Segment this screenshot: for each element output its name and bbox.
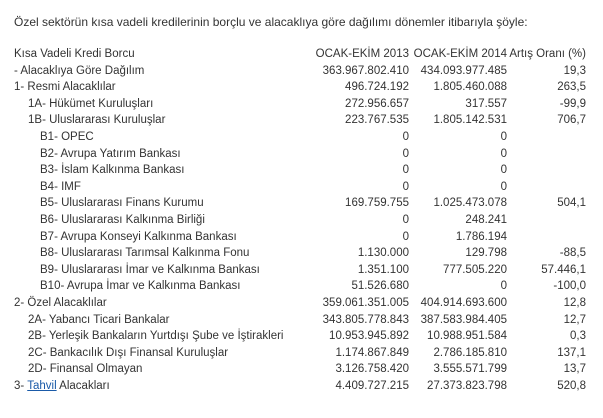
table-row [14,112,586,129]
column-header-2014: OCAK-EKİM 2014 [413,48,507,60]
value-2013: 1.174.867.849 [335,346,409,359]
value-2013: 0 [402,213,409,226]
rate-value: 706,7 [557,114,586,127]
row-label: 2D- Finansal Olmayan [28,363,143,376]
row-label: B9- Uluslararası İmar ve Kalkınma Bankası [40,263,260,276]
value-2013: 223.767.535 [345,114,409,127]
value-2014: 10.988.951.584 [427,330,507,343]
rate-value: 520,8 [557,379,586,392]
table-row [14,245,586,262]
value-2014: 1.025.473.078 [433,197,507,210]
row-label: 1- Resmi Alacaklılar [14,81,116,94]
table-row [14,129,586,146]
row-label: B3- İslam Kalkınma Bankası [40,164,185,177]
rate-value: 19,3 [563,64,586,77]
rate-value: 12,7 [563,313,586,326]
value-2014: 0 [500,180,507,193]
value-2013: 496.724.192 [345,81,409,94]
intro-paragraph: Özel sektörün kısa vadeli kredilerinin borçlu ve alacaklıya göre dağılımı dönemler itibarıyla şöyle: [14,15,528,29]
rate-value: 0,3 [570,330,586,343]
value-2014: 0 [500,280,507,293]
row-label [14,378,301,395]
rate-value: 12,8 [563,296,586,309]
table-row [14,328,586,345]
column-header-label: Kısa Vadeli Kredi Borcu [14,48,135,60]
table-header-row [14,46,586,63]
value-2013: 51.526.680 [351,280,409,293]
table-row [14,361,586,378]
tahvil-link[interactable]: Tahvil [27,379,57,392]
rate-value: 137,1 [557,346,586,359]
value-2013: 169.759.755 [345,197,409,210]
value-2013: 10.953.945.892 [329,330,409,343]
table-row [14,345,586,362]
row-label: B6- Uluslararası Kalkınma Birliği [40,213,205,226]
table-row [14,295,586,312]
rate-value [507,229,586,246]
value-2013: 363.967.802.410 [322,64,409,77]
table-row [14,146,586,163]
row-label: B2- Avrupa Yatırım Bankası [40,147,181,160]
row-label: B4- IMF [40,180,81,193]
rate-value [507,129,586,146]
value-2014: 129.798 [465,247,507,260]
rate-value: -100,0 [553,280,586,293]
value-2014: 317.557 [465,97,507,110]
table-row [14,179,586,196]
credit-table [14,46,586,394]
row-label-suffix: Alacakları [56,379,110,392]
rate-value: 57.446,1 [541,263,586,276]
table-row [14,79,586,96]
table-row [14,262,586,279]
row-label: B1- OPEC [40,130,94,143]
value-2014: 1.786.194 [455,230,507,243]
value-2013: 343.805.778.843 [322,313,409,326]
row-label: - Alacaklıya Göre Dağılım [14,64,145,77]
table-row [14,63,586,80]
table-row [14,229,586,246]
value-2013: 3.126.758.420 [335,363,409,376]
rate-value: 263,5 [557,81,586,94]
row-label: 2C- Bankacılık Dışı Finansal Kuruluşlar [28,346,229,359]
value-2013: 1.130.000 [357,247,409,260]
row-label: B7- Avrupa Konseyi Kalkınma Bankası [40,230,237,243]
value-2014: 0 [500,164,507,177]
rate-value: 504,1 [557,197,586,210]
value-2013: 0 [402,147,409,160]
value-2013: 272.956.657 [345,97,409,110]
table-row [14,212,586,229]
rate-value [507,146,586,163]
row-label: B5- Uluslararası Finans Kurumu [40,197,204,210]
value-2014: 404.914.693.600 [420,296,507,309]
value-2014: 248.241 [465,213,507,226]
value-2013: 1.351.100 [357,263,409,276]
table-row [14,278,586,295]
column-header-2013: OCAK-EKİM 2013 [315,48,409,60]
value-2014: 1.805.142.531 [433,114,507,127]
row-label: B8- Uluslararası Tarımsal Kalkınma Fonu [40,247,250,260]
value-2013: 0 [402,130,409,143]
row-label: 1B- Uluslararası Kuruluşlar [28,114,166,127]
value-2013: 4.409.727.215 [335,379,409,392]
value-2014: 3.555.571.799 [433,363,507,376]
table-row [14,378,586,395]
row-label: 2A- Yabancı Ticari Bankalar [28,313,170,326]
table-row [14,162,586,179]
rate-value: 13,7 [563,363,586,376]
value-2014: 387.583.984.405 [420,313,507,326]
value-2013: 0 [402,180,409,193]
value-2013: 0 [402,164,409,177]
value-2013: 0 [402,230,409,243]
value-2013: 359.061.351.005 [322,296,409,309]
row-label: 2B- Yerleşik Bankaların Yurtdışı Şube ve İştirakleri [28,330,284,343]
table-row [14,96,586,113]
row-label: B10- Avrupa İmar ve Kalkınma Bankası [40,280,241,293]
row-label: 2- Özel Alacaklılar [14,296,107,309]
rate-value: -99,9 [559,97,586,110]
table-row [14,312,586,329]
row-label: 1A- Hükümet Kuruluşları [28,97,154,110]
table-row [14,195,586,212]
rate-value [507,179,586,196]
rate-value [507,212,586,229]
value-2014: 2.786.185.810 [433,346,507,359]
value-2014: 0 [500,147,507,160]
column-header-rate: Artış Oranı (%) [509,48,586,60]
value-2014: 27.373.823.798 [427,379,507,392]
value-2014: 434.093.977.485 [420,64,507,77]
rate-value [507,162,586,179]
row-label-prefix: 3- [14,379,28,392]
value-2014: 0 [500,130,507,143]
value-2014: 777.505.220 [443,263,507,276]
value-2014: 1.805.460.088 [433,81,507,94]
rate-value: -88,5 [559,247,586,260]
